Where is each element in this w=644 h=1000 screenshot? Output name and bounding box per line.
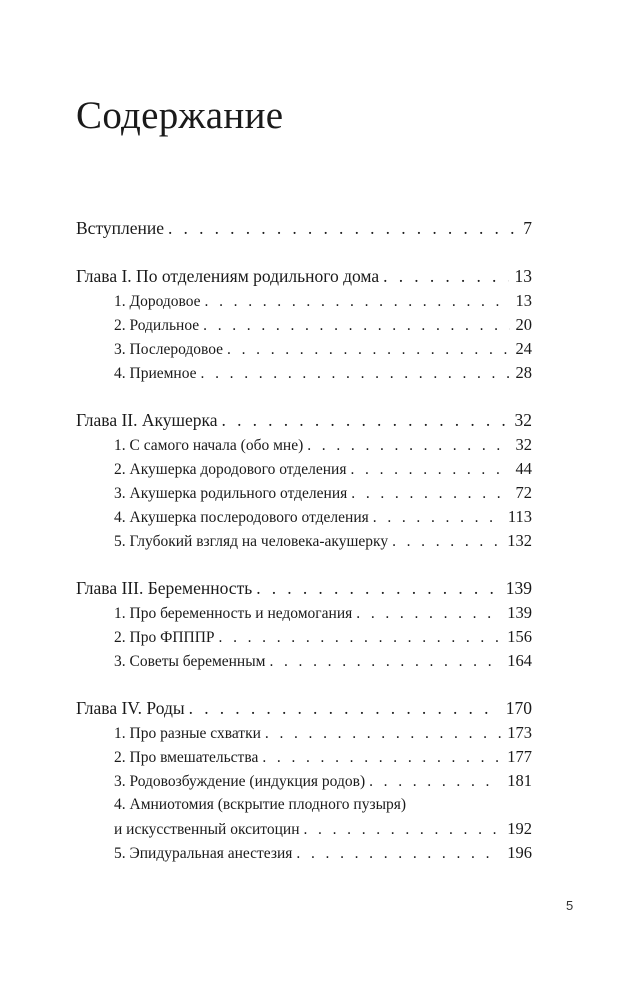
toc-section[interactable]: [76, 481, 532, 505]
table-of-contents: [76, 215, 532, 887]
dot-leader: [227, 338, 509, 362]
dot-leader: [350, 458, 509, 482]
toc-section-label: 1. Дородовое: [114, 293, 201, 310]
chapter-group-2: [76, 407, 532, 553]
toc-chapter-3[interactable]: [76, 575, 532, 601]
dot-leader: [219, 626, 502, 650]
toc-section-page: 192: [507, 819, 532, 838]
toc-section-page: 196: [507, 843, 532, 862]
dot-leader: [265, 722, 501, 746]
toc-section[interactable]: [76, 649, 532, 673]
toc-section[interactable]: [76, 433, 532, 457]
dot-leader: [189, 695, 500, 721]
toc-chapter-page: 13: [514, 266, 532, 286]
toc-chapter-label: Глава IV. Роды: [76, 698, 185, 718]
toc-section[interactable]: [76, 361, 532, 385]
toc-section[interactable]: [76, 601, 532, 625]
toc-section-line2: [114, 817, 532, 841]
toc-section-page: 13: [515, 291, 532, 310]
toc-section-page: 113: [507, 507, 532, 526]
toc-section-label: 2. Про ФПППР: [114, 629, 215, 646]
toc-section-page: 173: [507, 723, 532, 742]
dot-leader: [168, 215, 517, 241]
toc-section-multiline[interactable]: [76, 793, 532, 841]
toc-section-label: 3. Акушерка родильного отделения: [114, 485, 348, 502]
dot-leader: [307, 434, 509, 458]
toc-section-label: 4. Акушерка послеродового отделения: [114, 509, 369, 526]
toc-chapter-label: Глава II. Акушерка: [76, 410, 218, 430]
toc-section-label-line1: 4. Амниотомия (вскрытие плодного пузыря): [114, 796, 407, 813]
toc-section-label: 1. С самого начала (обо мне): [114, 437, 304, 454]
toc-section-page: 132: [507, 531, 532, 550]
toc-section[interactable]: [76, 529, 532, 553]
toc-section[interactable]: [76, 289, 532, 313]
chapter-group-3: [76, 575, 532, 673]
toc-section-page: 164: [507, 651, 532, 670]
toc-section[interactable]: [76, 313, 532, 337]
toc-section-label: 3. Советы беременным: [114, 653, 266, 670]
page-title: Содержание: [76, 94, 284, 137]
chapter-group-1: [76, 263, 532, 385]
page-number: 5: [566, 898, 574, 913]
toc-section-label: 3. Послеродовое: [114, 341, 224, 358]
toc-chapter-page: 139: [505, 578, 532, 598]
dot-leader: [383, 263, 508, 289]
toc-entry-label: Вступление: [76, 218, 164, 238]
toc-chapter-1[interactable]: [76, 263, 532, 289]
dot-leader: [351, 482, 509, 506]
dot-leader: [356, 602, 501, 626]
toc-section[interactable]: [76, 505, 532, 529]
chapter-group-4: [76, 695, 532, 865]
dot-leader: [304, 818, 502, 842]
toc-section-label: 3. Родовозбуждение (индукция родов): [114, 773, 366, 790]
toc-chapter-2[interactable]: [76, 407, 532, 433]
toc-section[interactable]: [76, 745, 532, 769]
toc-chapter-page: 170: [505, 698, 532, 718]
toc-section-label: 5. Глубокий взгляд на человека-акушерку: [114, 533, 389, 550]
toc-section[interactable]: [76, 337, 532, 361]
toc-section-page: 156: [507, 627, 532, 646]
dot-leader: [222, 407, 509, 433]
toc-chapter-4[interactable]: [76, 695, 532, 721]
toc-section-page: 20: [515, 315, 532, 334]
dot-leader: [203, 314, 509, 338]
toc-chapter-label: Глава III. Беременность: [76, 578, 253, 598]
dot-leader: [256, 575, 500, 601]
toc-section-label: 1. Про разные схватки: [114, 725, 261, 742]
toc-section-page: 24: [515, 339, 532, 358]
toc-section[interactable]: [76, 841, 532, 865]
dot-leader: [269, 650, 501, 674]
dot-leader: [205, 290, 510, 314]
toc-entry-intro[interactable]: [76, 215, 532, 241]
toc-section-page: 32: [515, 435, 532, 454]
dot-leader: [392, 530, 501, 554]
toc-chapter-page: 32: [514, 410, 532, 430]
toc-chapter-label: Глава I. По отделениям родильного дома: [76, 266, 380, 286]
toc-section[interactable]: [76, 721, 532, 745]
toc-section-label: 4. Приемное: [114, 365, 197, 382]
dot-leader: [262, 746, 501, 770]
toc-section-label: 1. Про беременность и недомогания: [114, 605, 353, 622]
toc-section-label: 2. Про вмешательства: [114, 749, 259, 766]
toc-section[interactable]: [76, 457, 532, 481]
toc-section[interactable]: [76, 625, 532, 649]
toc-section-page: 28: [515, 363, 532, 382]
toc-section-page: 181: [507, 771, 532, 790]
toc-section-label: 2. Родильное: [114, 317, 200, 334]
toc-section-label-line2: и искусственный окситоцин: [114, 821, 300, 838]
toc-section-label: 5. Эпидуральная анестезия: [114, 845, 293, 862]
toc-section-label: 2. Акушерка дородового отделения: [114, 461, 347, 478]
toc-section-page: 72: [515, 483, 532, 502]
dot-leader: [373, 506, 502, 530]
dot-leader: [296, 842, 501, 866]
toc-section-page: 44: [515, 459, 532, 478]
toc-section-page: 139: [507, 603, 532, 622]
toc-section-page: 177: [507, 747, 532, 766]
dot-leader: [369, 770, 501, 794]
toc-section[interactable]: [76, 769, 532, 793]
dot-leader: [201, 362, 510, 386]
toc-entry-page: 7: [523, 218, 532, 238]
